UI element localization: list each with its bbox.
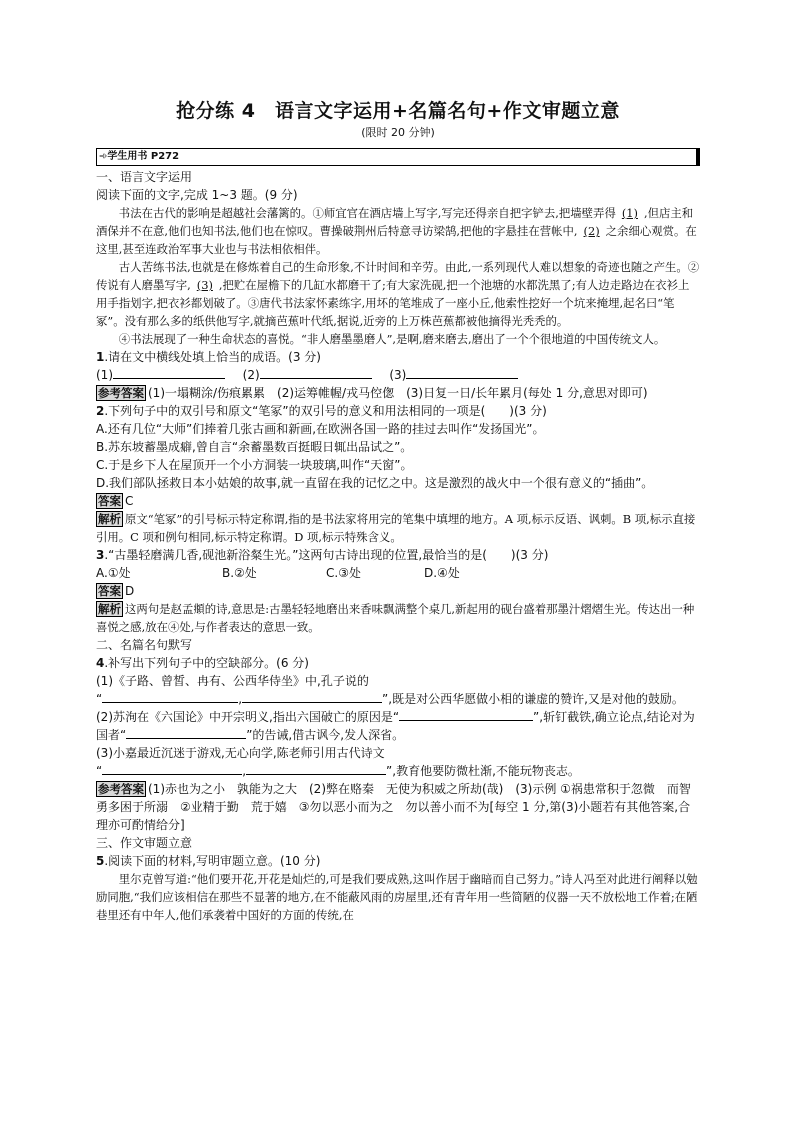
comma: ,: [242, 764, 247, 778]
question-number: 2: [96, 404, 105, 418]
answer-blank[interactable]: [406, 366, 518, 379]
passage-text: 之余细心观赏。在这里,甚至连政治军事大业也与书法相依相伴。: [96, 224, 697, 256]
passage-paragraph-3: ④书法展现了一种生命状态的喜悦。“非人磨墨墨磨人”,是啊,磨来磨去,磨出了一个个很地道的中国传统文人。: [118, 332, 666, 346]
item-text: (3)小嘉最近沉迷于游戏,无心向学,陈老师引用古代诗文: [96, 746, 385, 760]
question-stem: .“古墨轻磨满几香,砚池新浴粲生光。”这两句古诗出现的位置,最恰当的是( )(3 分): [104, 548, 549, 562]
question-number: 4: [96, 656, 105, 670]
answer-blank[interactable]: [113, 366, 225, 379]
analysis-block: [96, 510, 700, 546]
item-text: ”,斩钉截铁,确立论点,结论对为国者“: [96, 710, 695, 742]
answer-badge: 答案: [98, 584, 121, 598]
book-reference-bar: [96, 148, 700, 166]
book-reference: 学生用书 P272: [107, 151, 180, 162]
answer-text: (1)一塌糊涂/伤痕累累 (2)运筹帷幄/戎马倥偬 (3)日复一日/长年累月(每处 1 分,意思对即可): [148, 386, 648, 400]
analysis-text: 这两句是赵孟頫的诗,意思是:古墨轻轻地磨出来香味飘满整个桌几,新起用的砚台盛着那墨汁熠熠生光。传达出一种喜悦之感,放在④处,与作者表达的意思一致。: [96, 602, 695, 634]
analysis-badge: 解析: [98, 512, 121, 526]
answer-badge: 参考答案: [98, 782, 144, 796]
answer-text: D: [125, 584, 135, 598]
document-page: [96, 98, 700, 924]
passage-paragraph-1: [96, 204, 700, 258]
options-row: [96, 564, 700, 582]
option-c: C.于是乡下人在屋顶开一个小方洞装一块玻璃,叫作“天窗”。: [96, 458, 413, 472]
question-4: [96, 654, 700, 672]
item-text: ”的告诫,借古讽今,发人深省。: [246, 728, 405, 742]
answer-badge: 参考答案: [98, 386, 144, 400]
item-text: ”,教育他要防微杜渐,不能玩物丧志。: [386, 764, 580, 778]
question-2: [96, 402, 700, 420]
question-number: 5: [96, 854, 105, 868]
analysis-text: 原文“笔冢”的引号标示特定称谓,指的是书法家将用完的笔集中填埋的地方。A 项,标示反语、讽刺。B 项,标示直接引用。C 项和例句相同,标示特定称谓。D 项,标示特殊含义。: [96, 512, 696, 544]
reading-intro: 阅读下面的文字,完成 1~3 题。(9 分): [96, 188, 298, 202]
passage-text: ,但店主和酒保并不在意,他们也知书法,他们也在惊叹。曹操破荆州后特意寻访梁鹄,把他的字悬挂在营帐中,: [96, 206, 694, 238]
answer-blank[interactable]: [260, 366, 372, 379]
question-stem: .请在文中横线处填上恰当的成语。(3 分): [104, 350, 321, 364]
fill-item-2: [96, 708, 700, 744]
option-a: A.①处: [96, 566, 131, 580]
essay-material: 里尔克曾写道:“他们要开花,开花是灿烂的,可是我们要成熟,这叫作居于幽暗而自己努力。”诗人冯至对此进行阐释以勉励同胞,“我们应该相信在那些不显著的地方,在不能蔽风雨的房屋里,还有青年用一些简陋的仪器一天不放松地工作着;在陋巷里还有中年人,他们承袭着中国好的方面的传统,在: [96, 872, 698, 922]
answer-blank[interactable]: [102, 690, 238, 703]
fill-item-3: [96, 744, 700, 780]
question-5: [96, 852, 700, 870]
slot-label: (1): [96, 368, 113, 382]
comma: ,: [238, 692, 243, 706]
option-c: C.③处: [326, 566, 361, 580]
answer-text: C: [125, 494, 134, 508]
analysis-badge: 解析: [98, 602, 121, 616]
arrow-icon: ➾: [99, 151, 108, 162]
page-title: 抢分练 4 语言文字运用+名篇名句+作文审题立意: [176, 100, 620, 122]
passage-blank: (2): [583, 224, 600, 238]
slot-label: (3): [389, 368, 407, 382]
answer-block: [96, 492, 700, 510]
answer-slots: [96, 366, 700, 384]
time-limit: (限时 20 分钟): [361, 126, 435, 139]
answer-blank[interactable]: [399, 708, 533, 721]
question-stem: .补写出下列句子中的空缺部分。(6 分): [104, 656, 309, 670]
passage-blank: (3): [196, 278, 213, 292]
answer-badge: 答案: [98, 494, 121, 508]
answer-blank[interactable]: [126, 726, 246, 739]
section-heading: 二、名篇名句默写: [96, 638, 193, 652]
answer-block: [96, 582, 700, 600]
answer-block: [96, 780, 700, 834]
question-3: [96, 546, 700, 564]
passage-blank: (1): [621, 206, 638, 220]
analysis-block: [96, 600, 700, 636]
answer-block: [96, 384, 700, 402]
option-a: A.还有几位“大师”们捧着几张古画和新画,在欧洲各国一路的挂过去叫作“发扬国光”。: [96, 422, 545, 436]
answer-text: (1)赤也为之小 孰能为之大 (2)弊在赂秦 无使为积威之所劫(哉) (3)示例 ①祸患常积于忽微 而智勇多困于所溺 ②业精于勤 荒于嬉 ③勿以恶小而为之 勿以善小而不为[每空 1 分,第(3)小题若有其他答案,合理亦可酌情给分]: [96, 782, 691, 832]
quote-mark: “: [96, 764, 103, 778]
question-number: 3: [96, 548, 105, 562]
option-d: D.我们部队拯救日本小姑娘的故事,就一直留在我的记忆之中。这是激烈的战火中一个很有意义的“插曲”。: [96, 476, 654, 490]
question-1: [96, 348, 700, 366]
section-heading: 一、语言文字运用: [96, 170, 193, 184]
answer-blank[interactable]: [242, 690, 382, 703]
question-stem: .阅读下面的材料,写明审题立意。(10 分): [104, 854, 321, 868]
quote-mark: “: [96, 692, 103, 706]
item-text: (1)《子路、曾皙、冉有、公西华侍坐》中,孔子说的: [96, 674, 369, 688]
fill-item-1: [96, 672, 700, 708]
item-text: ”,既是对公西华愿做小相的谦虚的赞许,又是对他的鼓励。: [382, 692, 684, 706]
passage-paragraph-2: [96, 258, 700, 330]
passage-text: 书法在古代的影响是超越社会藩篱的。①师宜官在酒店墙上写字,写完还得亲自把字铲去,把墙壁弄得: [118, 206, 616, 220]
answer-blank[interactable]: [102, 762, 242, 775]
option-b: B.苏东坡蓄墨成癖,曾自言“余蓄墨数百挺暇日辄出品试之”。: [96, 440, 413, 454]
option-d: D.④处: [424, 566, 460, 580]
question-number: 1: [96, 350, 105, 364]
passage-text: 古人苦练书法,也就是在修炼着自己的生命形象,不计时间和辛劳。由此,一系列现代人难以想象的奇迹也随之产生。②传说有人磨墨写字,: [96, 260, 700, 292]
option-b: B.②处: [222, 566, 257, 580]
passage-text: ,把贮在屋檐下的几缸水都磨干了;有大家洗砚,把一个池塘的水都洗黑了;有人边走路边在衣衫上用手指划字,把衣衫都划破了。③唐代书法家怀素练字,用坏的笔堆成了一座小丘,他索性挖好一个坑来掩埋,起名曰“笔冢”。没有那么多的纸供他写字,就摘芭蕉叶代纸,据说,近旁的上万株芭蕉都被他摘得光秃秃的。: [96, 278, 690, 328]
question-stem: .下列句子中的双引号和原文“笔冢”的双引号的意义和用法相同的一项是( )(3 分): [104, 404, 547, 418]
section-heading: 三、作文审题立意: [96, 836, 193, 850]
item-text: (2)苏洵在《六国论》中开宗明义,指出六国破亡的原因是“: [96, 710, 400, 724]
slot-label: (2): [242, 368, 260, 382]
answer-blank[interactable]: [246, 762, 386, 775]
